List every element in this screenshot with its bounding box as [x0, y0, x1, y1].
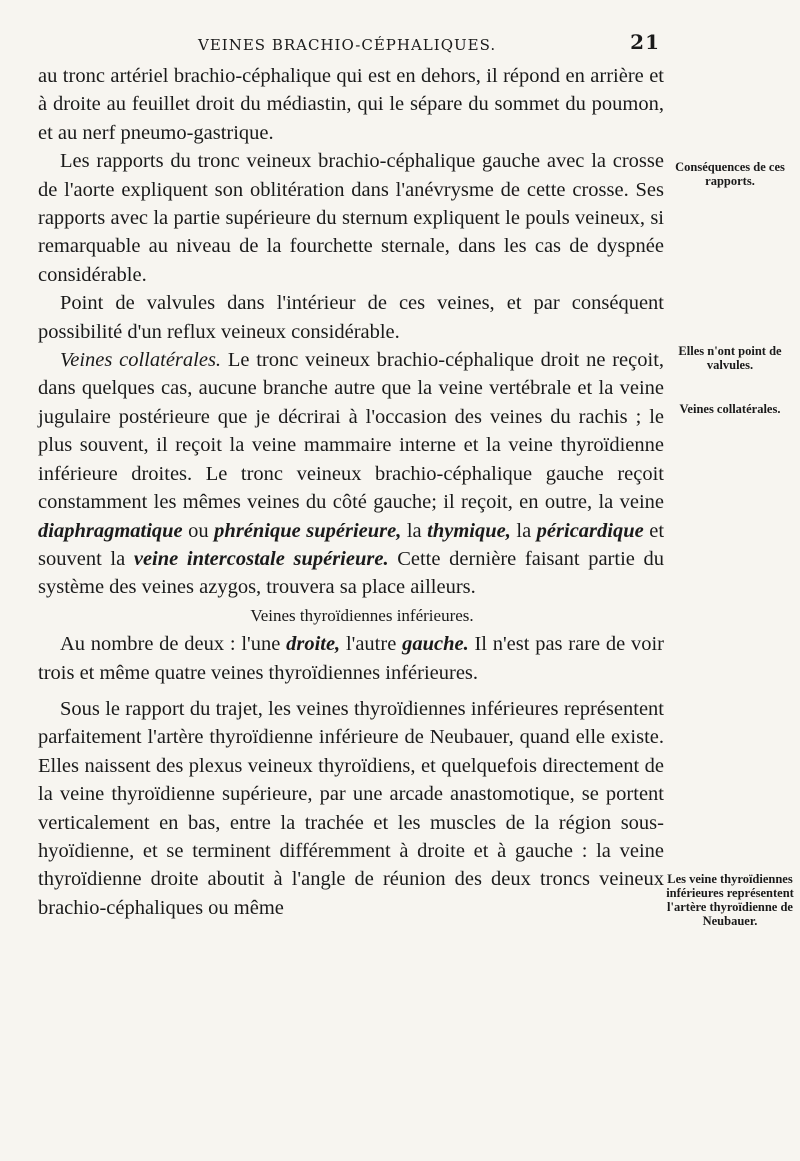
paragraph-5-text-2: l'autre — [340, 633, 403, 656]
paragraph-5-text-3: Il n'est pas rare de voir trois et même quatre veines thyroïdiennes inférieures. — [38, 633, 665, 684]
paragraph-4-text-2: ou — [182, 519, 215, 542]
paragraph-2: Les rapports du tronc veineux brachio-céphalique gauche avec la crosse de l'aorte expliquent son oblitération dans l'anévrysme de cette crosse. Ses rapports avec la partie supérieure du sternum expliquent le pouls veineux, si remarquable au niveau de la fourchette sternale, dans les cas de dyspnée considérable. — [38, 150, 664, 286]
subheading: Veines thyroïdiennes inférieures. — [250, 605, 474, 625]
paragraph-4-text-5: et souvent la — [38, 519, 665, 570]
paragraph-3: Point de valvules dans l'intérieur de ces veines, et par conséquent possibilité d'un reflux veineux considérable. — [38, 292, 664, 343]
term-droite: droite, — [286, 633, 341, 656]
paragraph-4-text-3: la — [401, 519, 428, 542]
margin-note-collaterales: Veines collatérales. — [679, 402, 781, 416]
page-number: 21 — [630, 30, 660, 54]
paragraph-4-text-1: Le tronc veineux brachio-céphalique droit ne reçoit, dans quelques cas, aucune branche autre que la veine vertébrale et la veine jugulaire postérieure que je décrirai à l'occasion des veines du rachis ; le plus souvent, il reçoit la veine mammaire interne et la veine thyroïdienne inférieure droites. Le tronc veineux brachio-céphalique gauche reçoit constamment les mêmes veines du côté gauche; il reçoit, en outre, la veine — [38, 349, 665, 514]
term-pericardique: péricardique — [536, 519, 644, 542]
running-title: VEINES BRACHIO-CÉPHALIQUES. — [198, 36, 497, 54]
paragraph-4-text-4: la — [510, 519, 537, 542]
margin-note-neubauer: Les veine thyroïdiennes inférieures représentent l'artère thyroïdienne de Neubauer. — [666, 872, 794, 928]
term-thymique: thymique, — [427, 519, 511, 542]
paragraph-5 — [38, 630, 664, 687]
paragraph-4-text-6: Cette dernière faisant partie du système des veines azygos, trouvera sa place ailleurs. — [38, 547, 664, 599]
term-diaphragmatique: diaphragmatique — [38, 519, 183, 542]
paragraph-5-text-1: Au nombre de deux : l'une — [60, 633, 287, 656]
body-text — [38, 62, 664, 922]
paragraph-1: au tronc artériel brachio-céphalique qui est en dehors, il répond en arrière et à droite au feuillet droit du médiastin, qui le sépare du sommet du poumon, et au nerf pneumo-gastrique. — [38, 65, 664, 144]
margin-note-consequences: Conséquences de ces rapports. — [675, 160, 785, 188]
paragraph-6: Sous le rapport du trajet, les veines thyroïdiennes inférieures représentent parfaitement l'artère thyroïdienne inférieure de Neubauer, quand elle existe. Elles naissent des plexus veineux thyroïdiens, et quelquefois directement de la veine thyroïdienne supérieure, par une arcade anastomotique, se portent verticalement en bas, entre la trachée et les muscles de la région sous-hyoïdienne, et se terminent différemment à droite et à gauche : la veine thyroïdienne droite aboutit à l'angle de réunion des deux troncs veineux brachio-céphaliques ou même — [38, 697, 664, 919]
term-veine-intercostale-superieure: veine intercostale supérieure. — [133, 547, 389, 570]
term-phrenique-superieure: phrénique supérieure, — [214, 519, 402, 542]
paragraph-4 — [38, 346, 664, 602]
section-lead-veines-collaterales: Veines collatérales. — [60, 349, 222, 372]
margin-note-valvules: Elles n'ont point de valvules. — [678, 344, 782, 372]
term-gauche: gauche. — [402, 633, 469, 656]
page-header — [38, 30, 660, 56]
